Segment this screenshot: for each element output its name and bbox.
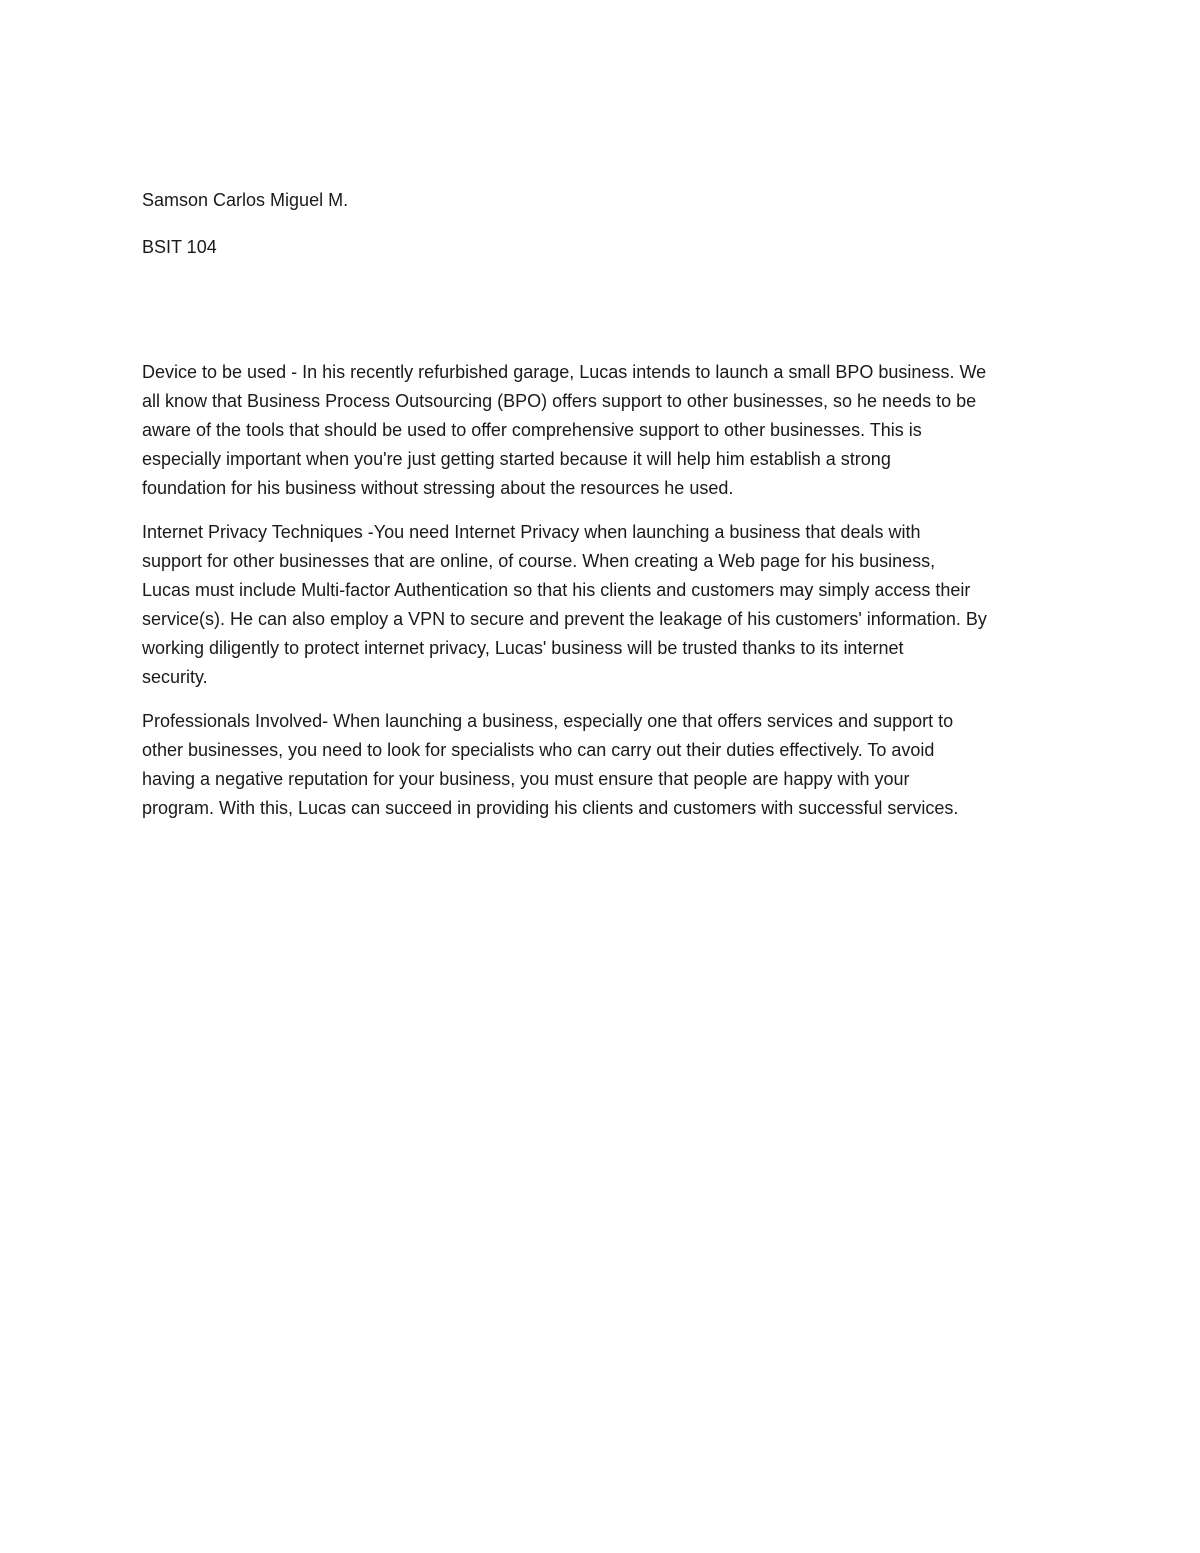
paragraph-line: foundation for his business without stressing about the resources he used. xyxy=(142,478,734,498)
paragraph-line: working diligently to protect internet privacy, Lucas' business will be trusted thanks to its internet xyxy=(142,638,904,658)
paragraph-line: support for other businesses that are online, of course. When creating a Web page for his business, xyxy=(142,551,936,571)
document-body xyxy=(142,186,1072,838)
paragraph-line: all know that Business Process Outsourcing (BPO) offers support to other businesses, so he needs to be xyxy=(142,391,977,411)
paragraph-line: program. With this, Lucas can succeed in providing his clients and customers with successful services. xyxy=(142,798,959,818)
paragraph-internet-privacy xyxy=(142,518,1072,692)
author-name: Samson Carlos Miguel M. xyxy=(142,190,349,210)
paragraph-line: Internet Privacy Techniques -You need Internet Privacy when launching a business that deals with xyxy=(142,522,921,542)
paragraph-line: other businesses, you need to look for specialists who can carry out their duties effectively. To avoid xyxy=(142,740,935,760)
paragraph-line: security. xyxy=(142,667,208,687)
paragraph-line: especially important when you're just getting started because it will help him establish a strong xyxy=(142,449,891,469)
paragraph-line: service(s). He can also employ a VPN to secure and prevent the leakage of his customers' information. By xyxy=(142,609,987,629)
paragraph-line: Professionals Involved- When launching a business, especially one that offers services and support to xyxy=(142,711,954,731)
paragraph-line: Device to be used - In his recently refurbished garage, Lucas intends to launch a small BPO business. We xyxy=(142,362,987,382)
paragraph-line: aware of the tools that should be used to offer comprehensive support to other businesses. This is xyxy=(142,420,922,440)
course-code: BSIT 104 xyxy=(142,237,217,257)
paragraph-line: having a negative reputation for your business, you must ensure that people are happy with your xyxy=(142,769,910,789)
paragraph-device-to-be-used xyxy=(142,358,1072,503)
paragraph-line: Lucas must include Multi-factor Authentication so that his clients and customers may simply access their xyxy=(142,580,971,600)
paragraph-professionals-involved xyxy=(142,707,1072,823)
